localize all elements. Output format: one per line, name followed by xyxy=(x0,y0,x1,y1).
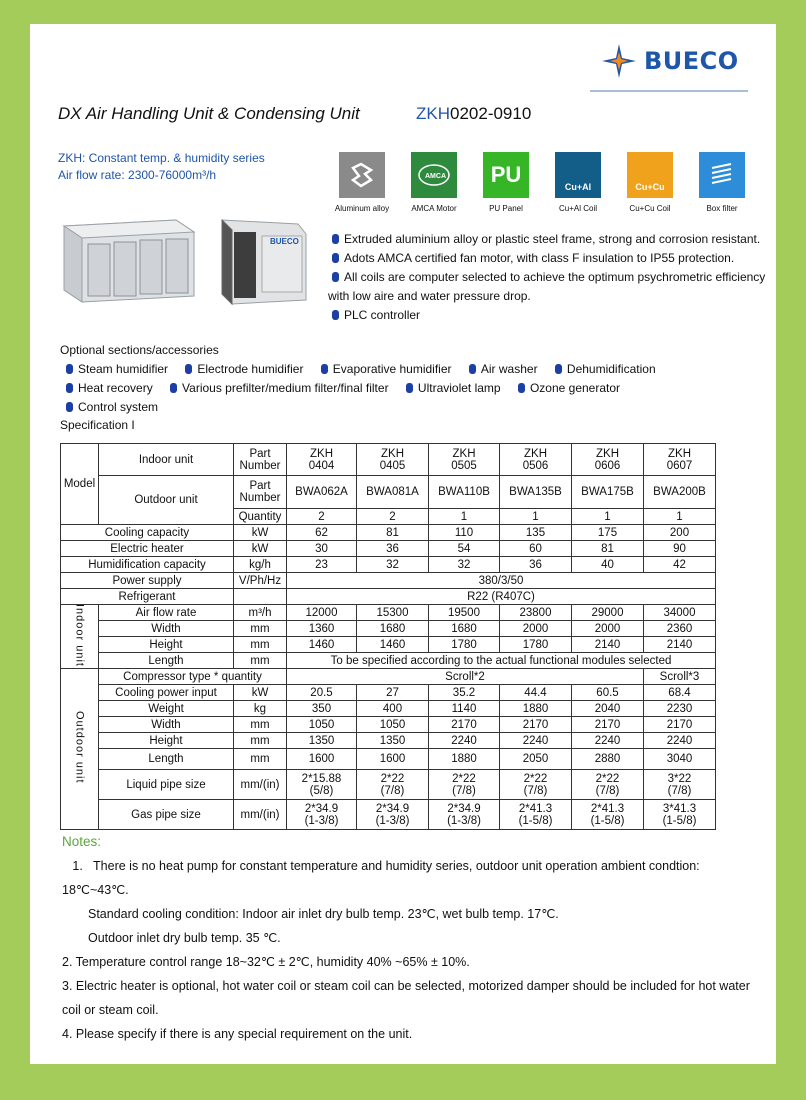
row-unit: mm xyxy=(234,653,287,669)
value-cell: 42 xyxy=(644,557,716,573)
optional-item: Electrode humidifier xyxy=(185,360,303,379)
pipe-in: (5/8) xyxy=(309,784,334,797)
icon-label: Cu+Cu Coil xyxy=(629,204,671,213)
spec-row-general xyxy=(61,541,716,557)
outdoor-part-cell: BWA175B xyxy=(572,476,644,509)
value-cell: 200 xyxy=(644,525,716,541)
spec-row-indoor xyxy=(61,605,716,621)
optional-item: Ozone generator xyxy=(518,379,620,398)
model-code-number: 0202-0910 xyxy=(450,104,532,123)
icon-label: Cu+Al Coil xyxy=(558,204,597,213)
indoor-part-cell: ZKH 0607 xyxy=(644,444,716,476)
pu-panel-icon: PU xyxy=(483,152,529,198)
value-cell: 36 xyxy=(500,557,572,573)
notes-section xyxy=(62,830,762,1046)
optional-item: Heat recovery xyxy=(66,379,153,398)
pipe-value-cell xyxy=(644,770,716,800)
value-cell: 1780 xyxy=(500,637,572,653)
value-cell: 1050 xyxy=(357,717,429,733)
value-cell: 30 xyxy=(287,541,357,557)
bullet-icon xyxy=(332,272,339,282)
quantity-cell: 1 xyxy=(500,509,572,525)
pipe-mm: 2*34.9 xyxy=(375,802,410,815)
pipe-mm: 2*15.88 xyxy=(301,772,342,785)
value-cell: 350 xyxy=(287,701,357,717)
value-cell: 1050 xyxy=(287,717,357,733)
pipe-value-cell xyxy=(287,800,357,830)
cu-cu-coil-icon: Cu+Cu xyxy=(627,152,673,198)
indoor-unit-label: Indoor unit xyxy=(99,444,234,476)
feature-list xyxy=(328,230,768,325)
value-cell: 29000 xyxy=(572,605,644,621)
outdoor-part-cell: BWA135B xyxy=(500,476,572,509)
box-filter-icon xyxy=(699,152,745,198)
value-cell: 35.2 xyxy=(429,685,500,701)
row-label: Refrigerant xyxy=(61,589,234,605)
svg-text:AMCA: AMCA xyxy=(425,173,446,180)
model-label: Model xyxy=(61,444,99,525)
pipe-mm: 2*22 xyxy=(452,772,476,785)
value-cell: 2880 xyxy=(572,749,644,770)
series-intro xyxy=(58,150,265,184)
spec-row-general xyxy=(61,525,716,541)
value-cell: 2140 xyxy=(644,637,716,653)
value-cell: 1360 xyxy=(287,621,357,637)
optional-item: Various prefilter/medium filter/final filter xyxy=(170,379,389,398)
condensing-unit-brand: BUECO xyxy=(270,237,299,246)
indoor-part-cell: ZKH 0405 xyxy=(357,444,429,476)
value-cell: 40 xyxy=(572,557,644,573)
row-label: Length xyxy=(99,653,234,669)
note-item: 1. There is no heat pump for constant temperature and humidity series, outdoor unit operation ambient condtion: 18℃~43℃. xyxy=(62,859,704,897)
pipe-mm: 2*34.9 xyxy=(447,802,481,815)
row-label: Power supply xyxy=(61,573,234,589)
bullet-icon xyxy=(66,383,73,393)
spec-row-refrigerant xyxy=(61,589,716,605)
air-handling-unit-photo xyxy=(58,210,198,308)
value-cell: 1460 xyxy=(287,637,357,653)
amca-motor-icon xyxy=(411,152,457,198)
cu-al-coil-icon: Cu+Al xyxy=(555,152,601,198)
bullet-icon xyxy=(170,383,177,393)
value-cell: 44.4 xyxy=(500,685,572,701)
bullet-icon xyxy=(332,310,339,320)
spec-table-body xyxy=(61,444,716,830)
row-unit: mm xyxy=(234,749,287,770)
note-item: 3. Electric heater is optional, hot water coil or steam coil can be selected, motorized damper should be included for hot water coil or steam coil. xyxy=(62,979,750,1017)
value-cell: 135 xyxy=(500,525,572,541)
part-number-label: Part Number xyxy=(234,476,287,509)
optional-item: Air washer xyxy=(469,360,538,379)
bullet-icon xyxy=(332,253,339,263)
optional-sections xyxy=(60,341,670,417)
feature-item: PLC controller xyxy=(328,306,768,325)
quantity-cell: 2 xyxy=(287,509,357,525)
row-unit: mm xyxy=(234,637,287,653)
pipe-value-cell xyxy=(572,770,644,800)
value-cell: Scroll*2 xyxy=(287,669,644,685)
pipe-value-cell xyxy=(644,800,716,830)
row-unit: mm xyxy=(234,717,287,733)
pipe-mm: 2*41.3 xyxy=(518,802,553,815)
airflow-line: Air flow rate: 2300-76000m³/h xyxy=(58,168,217,182)
pipe-mm: 3*41.3 xyxy=(662,802,697,815)
row-label: Cooling capacity xyxy=(61,525,234,541)
note-item: Standard cooling condition: Indoor air inlet dry bulb temp. 23℃, wet bulb temp. 17℃. xyxy=(88,907,559,921)
value-cell: 32 xyxy=(357,557,429,573)
row-unit: kW xyxy=(234,541,287,557)
pipe-value-cell xyxy=(287,770,357,800)
feature-icon-box-filter xyxy=(686,152,758,213)
pipe-in: (1-5/8) xyxy=(518,814,553,827)
row-label: Humidification capacity xyxy=(61,557,234,573)
value-cell: 3040 xyxy=(644,749,716,770)
bullet-icon xyxy=(66,364,73,374)
icon-label: PU Panel xyxy=(489,204,523,213)
outdoor-unit-label: Outdoor unit xyxy=(99,476,234,525)
value-cell: 2170 xyxy=(644,717,716,733)
spec-row-indoor xyxy=(61,621,716,637)
spec-title: Specification I xyxy=(60,418,135,432)
value-cell: 20.5 xyxy=(287,685,357,701)
value-cell: 19500 xyxy=(429,605,500,621)
outdoor-part-cell: BWA062A xyxy=(287,476,357,509)
bueco-star-icon xyxy=(600,42,638,80)
spec-row-outdoor xyxy=(61,733,716,749)
pipe-value-cell xyxy=(572,800,644,830)
value-cell: 2240 xyxy=(500,733,572,749)
row-label: Weight xyxy=(99,701,234,717)
spec-sheet-page xyxy=(30,24,776,1064)
value-cell: 60.5 xyxy=(572,685,644,701)
row-label: Air flow rate xyxy=(99,605,234,621)
pipe-in: (7/8) xyxy=(523,784,548,797)
bullet-icon xyxy=(321,364,328,374)
value-cell: 1680 xyxy=(429,621,500,637)
feature-icon-cu-al-coil xyxy=(542,152,614,213)
row-unit: mm/(in) xyxy=(234,800,287,830)
pipe-value-cell xyxy=(357,770,429,800)
feature-icon-aluminum-alloy xyxy=(326,152,398,213)
pipe-in: (7/8) xyxy=(595,784,620,797)
row-label: Height xyxy=(99,733,234,749)
value-cell: 27 xyxy=(357,685,429,701)
value-cell: 380/3/50 xyxy=(287,573,716,589)
value-cell: 12000 xyxy=(287,605,357,621)
icon-label: Aluminum alloy xyxy=(334,204,390,213)
optional-item: Dehumidification xyxy=(555,360,656,379)
optional-row xyxy=(60,360,670,379)
value-cell: 2140 xyxy=(572,637,644,653)
row-unit: mm xyxy=(234,621,287,637)
spec-row-pipe xyxy=(61,800,716,830)
quantity-cell: 1 xyxy=(644,509,716,525)
bullet-icon xyxy=(332,234,339,244)
spec-row-power-supply xyxy=(61,573,716,589)
bullet-icon xyxy=(185,364,192,374)
header-rule xyxy=(590,90,748,92)
value-cell: 2170 xyxy=(572,717,644,733)
optional-item: Ultraviolet lamp xyxy=(406,379,501,398)
value-cell: 1140 xyxy=(429,701,500,717)
indoor-part-cell: ZKH 0404 xyxy=(287,444,357,476)
indoor-section-text: Indoor unit xyxy=(73,603,86,667)
value-cell: 60 xyxy=(500,541,572,557)
value-cell: 1600 xyxy=(287,749,357,770)
pipe-in: (1-3/8) xyxy=(447,814,481,827)
pipe-in: (7/8) xyxy=(380,784,405,797)
value-cell: 81 xyxy=(572,541,644,557)
part-number-label: Part Number xyxy=(234,444,287,476)
bullet-icon xyxy=(406,383,413,393)
value-cell: 23800 xyxy=(500,605,572,621)
row-unit xyxy=(234,589,287,605)
pipe-in: (1-3/8) xyxy=(375,814,410,827)
value-cell: 400 xyxy=(357,701,429,717)
pipe-in: (1-3/8) xyxy=(304,814,339,827)
value-cell: 1600 xyxy=(357,749,429,770)
value-cell: 2240 xyxy=(572,733,644,749)
row-label: Compressor type * quantity xyxy=(99,669,287,685)
spec-row-outdoor xyxy=(61,685,716,701)
spec-row-indoor xyxy=(61,637,716,653)
value-cell: 2240 xyxy=(429,733,500,749)
spec-row-outdoor xyxy=(61,701,716,717)
optional-item: Evaporative humidifier xyxy=(321,360,452,379)
value-cell: Scroll*3 xyxy=(644,669,716,685)
outdoor-part-cell: BWA200B xyxy=(644,476,716,509)
series-line: ZKH: Constant temp. & humidity series xyxy=(58,151,265,165)
value-cell: R22 (R407C) xyxy=(287,589,716,605)
feature-icon-pu-panel xyxy=(470,152,542,213)
pipe-mm: 3*22 xyxy=(667,772,692,785)
row-unit: kg xyxy=(234,701,287,717)
value-cell: 175 xyxy=(572,525,644,541)
row-label: Width xyxy=(99,621,234,637)
row-unit: kg/h xyxy=(234,557,287,573)
logo-text: BUECO xyxy=(644,47,739,75)
feature-icon-amca-motor xyxy=(398,152,470,213)
value-cell: 32 xyxy=(429,557,500,573)
value-cell: 2230 xyxy=(644,701,716,717)
condensing-unit-photo xyxy=(202,210,308,308)
value-cell: 2040 xyxy=(572,701,644,717)
pipe-in: (7/8) xyxy=(667,784,692,797)
pipe-value-cell xyxy=(357,800,429,830)
value-cell: 2240 xyxy=(644,733,716,749)
feature-icons xyxy=(326,152,758,213)
bullet-icon xyxy=(66,402,73,412)
feature-item: Adots AMCA certified fan motor, with class F insulation to IP55 protection. xyxy=(328,249,768,268)
outdoor-part-cell: BWA081A xyxy=(357,476,429,509)
value-cell: 110 xyxy=(429,525,500,541)
value-cell: 2170 xyxy=(429,717,500,733)
spec-row-indoor-length xyxy=(61,653,716,669)
value-cell: 1880 xyxy=(429,749,500,770)
spec-row-outdoor xyxy=(61,749,716,770)
icon-label: Box filter xyxy=(706,204,738,213)
value-cell: 2170 xyxy=(500,717,572,733)
bullet-icon xyxy=(555,364,562,374)
icon-label: AMCA Motor xyxy=(411,204,457,213)
optional-item: Control system xyxy=(66,398,158,417)
pipe-value-cell xyxy=(500,770,572,800)
bullet-icon xyxy=(469,364,476,374)
value-cell: 1350 xyxy=(287,733,357,749)
specification-table xyxy=(60,443,716,830)
value-cell: 1350 xyxy=(357,733,429,749)
pipe-in: (7/8) xyxy=(452,784,476,797)
pipe-mm: 2*22 xyxy=(380,772,405,785)
indoor-part-cell: ZKH 0606 xyxy=(572,444,644,476)
quantity-cell: 1 xyxy=(429,509,500,525)
value-cell: 23 xyxy=(287,557,357,573)
pipe-value-cell xyxy=(429,800,500,830)
feature-icon-cu-cu-coil xyxy=(614,152,686,213)
indoor-part-cell: ZKH 0505 xyxy=(429,444,500,476)
pipe-mm: 2*22 xyxy=(595,772,620,785)
feature-item: Extruded aluminium alloy or plastic steel frame, strong and corrosion resistant. xyxy=(328,230,768,249)
value-cell: 2050 xyxy=(500,749,572,770)
outdoor-section-label xyxy=(61,669,99,830)
value-cell: 15300 xyxy=(357,605,429,621)
quantity-cell: 1 xyxy=(572,509,644,525)
spec-row-outdoor xyxy=(61,717,716,733)
value-cell: 2000 xyxy=(572,621,644,637)
value-cell: 68.4 xyxy=(644,685,716,701)
outdoor-section-text: Outdoor unit xyxy=(73,711,86,784)
row-label: Height xyxy=(99,637,234,653)
row-unit: m³/h xyxy=(234,605,287,621)
value-cell: 81 xyxy=(357,525,429,541)
spec-row-general xyxy=(61,557,716,573)
value-cell: 90 xyxy=(644,541,716,557)
indoor-part-cell: ZKH 0506 xyxy=(500,444,572,476)
value-cell: 1780 xyxy=(429,637,500,653)
spec-row-indoor-part xyxy=(61,444,716,476)
note-item: Outdoor inlet dry bulb temp. 35 ℃. xyxy=(88,931,281,945)
row-label: Liquid pipe size xyxy=(99,770,234,800)
feature-item: All coils are computer selected to achieve the optimum psychrometric efficiency with low aire and water pressure drop. xyxy=(328,270,766,303)
page-title: DX Air Handling Unit & Condensing Unit xyxy=(58,104,360,123)
pipe-mm: 2*22 xyxy=(523,772,548,785)
row-unit: V/Ph/Hz xyxy=(234,573,287,589)
model-code xyxy=(416,104,531,124)
spec-row-pipe xyxy=(61,770,716,800)
pipe-in: (1-5/8) xyxy=(662,814,697,827)
row-label: Width xyxy=(99,717,234,733)
pipe-in: (1-5/8) xyxy=(590,814,625,827)
row-unit: mm/(in) xyxy=(234,770,287,800)
row-label: Gas pipe size xyxy=(99,800,234,830)
value-cell: 1680 xyxy=(357,621,429,637)
value-cell: 2000 xyxy=(500,621,572,637)
aluminum-alloy-icon xyxy=(339,152,385,198)
value-cell: 54 xyxy=(429,541,500,557)
value-cell: 2360 xyxy=(644,621,716,637)
notes-title: Notes: xyxy=(62,834,102,849)
spec-row-compressor xyxy=(61,669,716,685)
bullet-icon xyxy=(518,383,525,393)
row-unit: kW xyxy=(234,685,287,701)
value-cell: 34000 xyxy=(644,605,716,621)
optional-item: Steam humidifier xyxy=(66,360,168,379)
value-cell: 1880 xyxy=(500,701,572,717)
note-item: 2. Temperature control range 18~32℃ ± 2℃, humidity 40% ~65% ± 10%. xyxy=(62,955,470,969)
row-unit: kW xyxy=(234,525,287,541)
indoor-section-label xyxy=(61,605,99,669)
value-cell: To be specified according to the actual functional modules selected xyxy=(287,653,716,669)
optional-row xyxy=(60,398,670,417)
value-cell: 36 xyxy=(357,541,429,557)
quantity-label: Quantity xyxy=(234,509,287,525)
value-cell: 62 xyxy=(287,525,357,541)
value-cell: 1460 xyxy=(357,637,429,653)
pipe-value-cell xyxy=(429,770,500,800)
row-unit: mm xyxy=(234,733,287,749)
row-label: Length xyxy=(99,749,234,770)
pipe-mm: 2*34.9 xyxy=(304,802,339,815)
pipe-value-cell xyxy=(500,800,572,830)
spec-row-outdoor-part xyxy=(61,476,716,509)
outdoor-part-cell: BWA110B xyxy=(429,476,500,509)
pipe-mm: 2*41.3 xyxy=(590,802,625,815)
quantity-cell: 2 xyxy=(357,509,429,525)
row-label: Electric heater xyxy=(61,541,234,557)
optional-title: Optional sections/accessories xyxy=(60,343,219,357)
optional-row xyxy=(60,379,670,398)
note-item: 4. Please specify if there is any special requirement on the unit. xyxy=(62,1027,413,1041)
bueco-logo xyxy=(600,42,739,80)
row-label: Cooling power input xyxy=(99,685,234,701)
model-code-prefix: ZKH xyxy=(416,104,450,123)
